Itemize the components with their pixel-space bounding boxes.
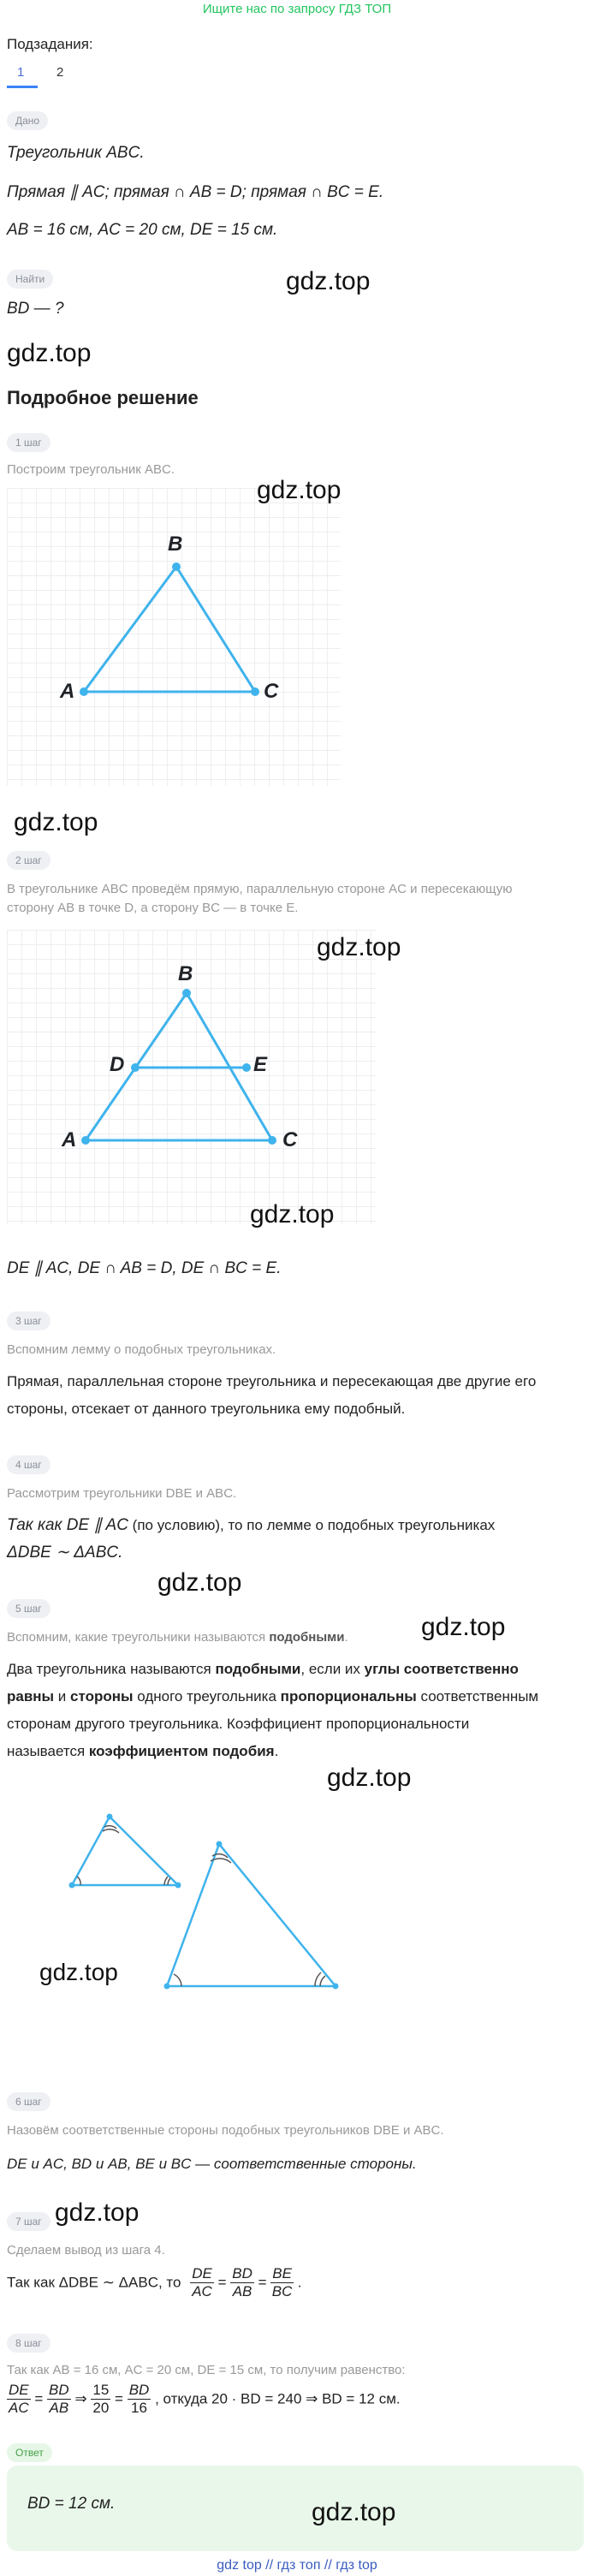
triangle-abc (84, 567, 255, 692)
step2-text-2: сторону AB в точке D, а сторону BC — в точке E. (7, 901, 299, 915)
step5-def-line-1: Два треугольника называются подобными, если их углы соответственно (7, 1661, 519, 1677)
step3-statement-2: стороны, отсекает от данного треугольника ему подобный. (7, 1401, 406, 1417)
label-e: E (253, 1053, 268, 1076)
step5-def-line-4: называется коэффициентом подобия. (7, 1743, 279, 1759)
step7-formula: Так как ΔDBE ∼ ΔABC, то $\frac{DE}{AC}$ = $\frac{BD}{AB}$ = $\frac{BE}{BC}$ . (7, 2265, 302, 2299)
step5-badge: 5 шаг (7, 1599, 50, 1618)
watermark: gdz.top (286, 267, 371, 295)
watermark: gdz.top (14, 808, 98, 836)
answer-text: BD = 12 см. (27, 2495, 116, 2513)
step2-figure (7, 930, 377, 1224)
small-triangle (72, 1817, 178, 1885)
point-b (172, 562, 181, 571)
label-c: C (282, 1128, 298, 1151)
step4-text: Рассмотрим треугольники DBE и ABC. (7, 1486, 237, 1501)
find-line: BD — ? (7, 300, 64, 318)
watermark: gdz.top (55, 2198, 140, 2227)
step8-badge: 8 шаг (7, 2334, 50, 2353)
subtasks-label: Подзадания: (7, 36, 93, 52)
point-d (131, 1063, 140, 1072)
bottom-links[interactable]: gdz top // гдз топ // гдз top (217, 2558, 377, 2573)
label-a: A (62, 1128, 77, 1151)
watermark: gdz.top (250, 1200, 335, 1229)
given-badge: Дано (7, 111, 48, 130)
label-d: D (110, 1053, 125, 1076)
step4-line-1: Так как DE ∥ AC (по условию), то по лемме о подобных треугольниках (7, 1516, 496, 1534)
step7-badge: 7 шаг (7, 2212, 50, 2231)
step6-line: DE и AC, BD и AB, BE и BC — соответственные стороны. (7, 2156, 417, 2172)
step4-line-2: ΔDBE ∼ ΔABC. (7, 1544, 123, 1562)
point-c (251, 687, 259, 696)
step2-formula: DE ∥ AC, DE ∩ AB = D, DE ∩ BC = E. (7, 1259, 282, 1277)
active-tab-indicator (7, 86, 38, 88)
step5-text: Вспомним, какие треугольники называются подобными. (7, 1630, 348, 1645)
watermark: gdz.top (327, 1764, 412, 1792)
step1-figure (7, 488, 341, 786)
step5-def-line-2: равны и стороны одного треугольника пропорциональны соответственным (7, 1688, 539, 1704)
point-e (242, 1063, 251, 1072)
step2-badge: 2 шаг (7, 851, 50, 870)
watermark: gdz.top (157, 1568, 242, 1597)
find-badge: Найти (7, 270, 53, 289)
top-search-link[interactable]: Ищите нас по запросу ГДЗ ТОП (202, 2, 392, 16)
step7-text: Сделаем вывод из шага 4. (7, 2243, 165, 2258)
label-a: A (60, 680, 75, 703)
step3-text: Вспомним лемму о подобных треугольниках. (7, 1342, 276, 1357)
answer-badge: Ответ (7, 2443, 52, 2462)
point-c (268, 1136, 276, 1145)
given-line-1: Треугольник ABC. (7, 144, 145, 162)
step3-statement-1: Прямая, параллельная стороне треугольника и пересекающая две другие его (7, 1373, 537, 1389)
watermark: gdz.top (317, 933, 401, 961)
point-b (182, 989, 191, 997)
subtask-tab-2[interactable]: 2 (56, 65, 64, 80)
watermark: gdz.top (257, 476, 342, 504)
point-a (81, 1136, 90, 1145)
step3-badge: 3 шаг (7, 1312, 50, 1330)
label-c: C (264, 680, 279, 703)
step8-text: Так как AB = 16 см, AC = 20 см, DE = 15 см, то получим равенство: (7, 2363, 406, 2377)
step1-badge: 1 шаг (7, 433, 50, 452)
point-a (80, 687, 88, 696)
given-line-3: AB = 16 см, AC = 20 см, DE = 15 см. (7, 221, 278, 239)
step8-formula: $\frac{DE}{AC}$ = $\frac{BD}{AB}$ ⇒ $\frac{15}{20}$ = $\frac{BD}{16}$ , откуда 20 · BD = 240 ⇒ BD = 12 см. (9, 2382, 401, 2416)
step1-text: Построим треугольник ABC. (7, 462, 175, 477)
given-line-2: Прямая ∥ AC; прямая ∩ AB = D; прямая ∩ BC = E. (7, 183, 384, 201)
step4-badge: 4 шаг (7, 1455, 50, 1474)
step6-text: Назовём соответственные стороны подобных треугольников DBE и ABC. (7, 2123, 444, 2138)
step5-def-line-3: сторонам другого треугольника. Коэффициент пропорциональности (7, 1716, 470, 1732)
step2-text-1: В треугольнике ABC проведём прямую, параллельную стороне AC и пересекающую (7, 882, 513, 896)
watermark: gdz.top (421, 1613, 506, 1641)
watermark: gdz.top (7, 339, 92, 367)
watermark: gdz.top (39, 1959, 118, 1985)
solution-title: Подробное решение (7, 387, 199, 408)
watermark: gdz.top (312, 2498, 396, 2526)
large-triangle (167, 1844, 336, 1986)
step6-badge: 6 шаг (7, 2092, 50, 2111)
label-b: B (168, 532, 183, 556)
subtask-tab-1[interactable]: 1 (17, 65, 25, 80)
label-b: B (178, 962, 193, 985)
